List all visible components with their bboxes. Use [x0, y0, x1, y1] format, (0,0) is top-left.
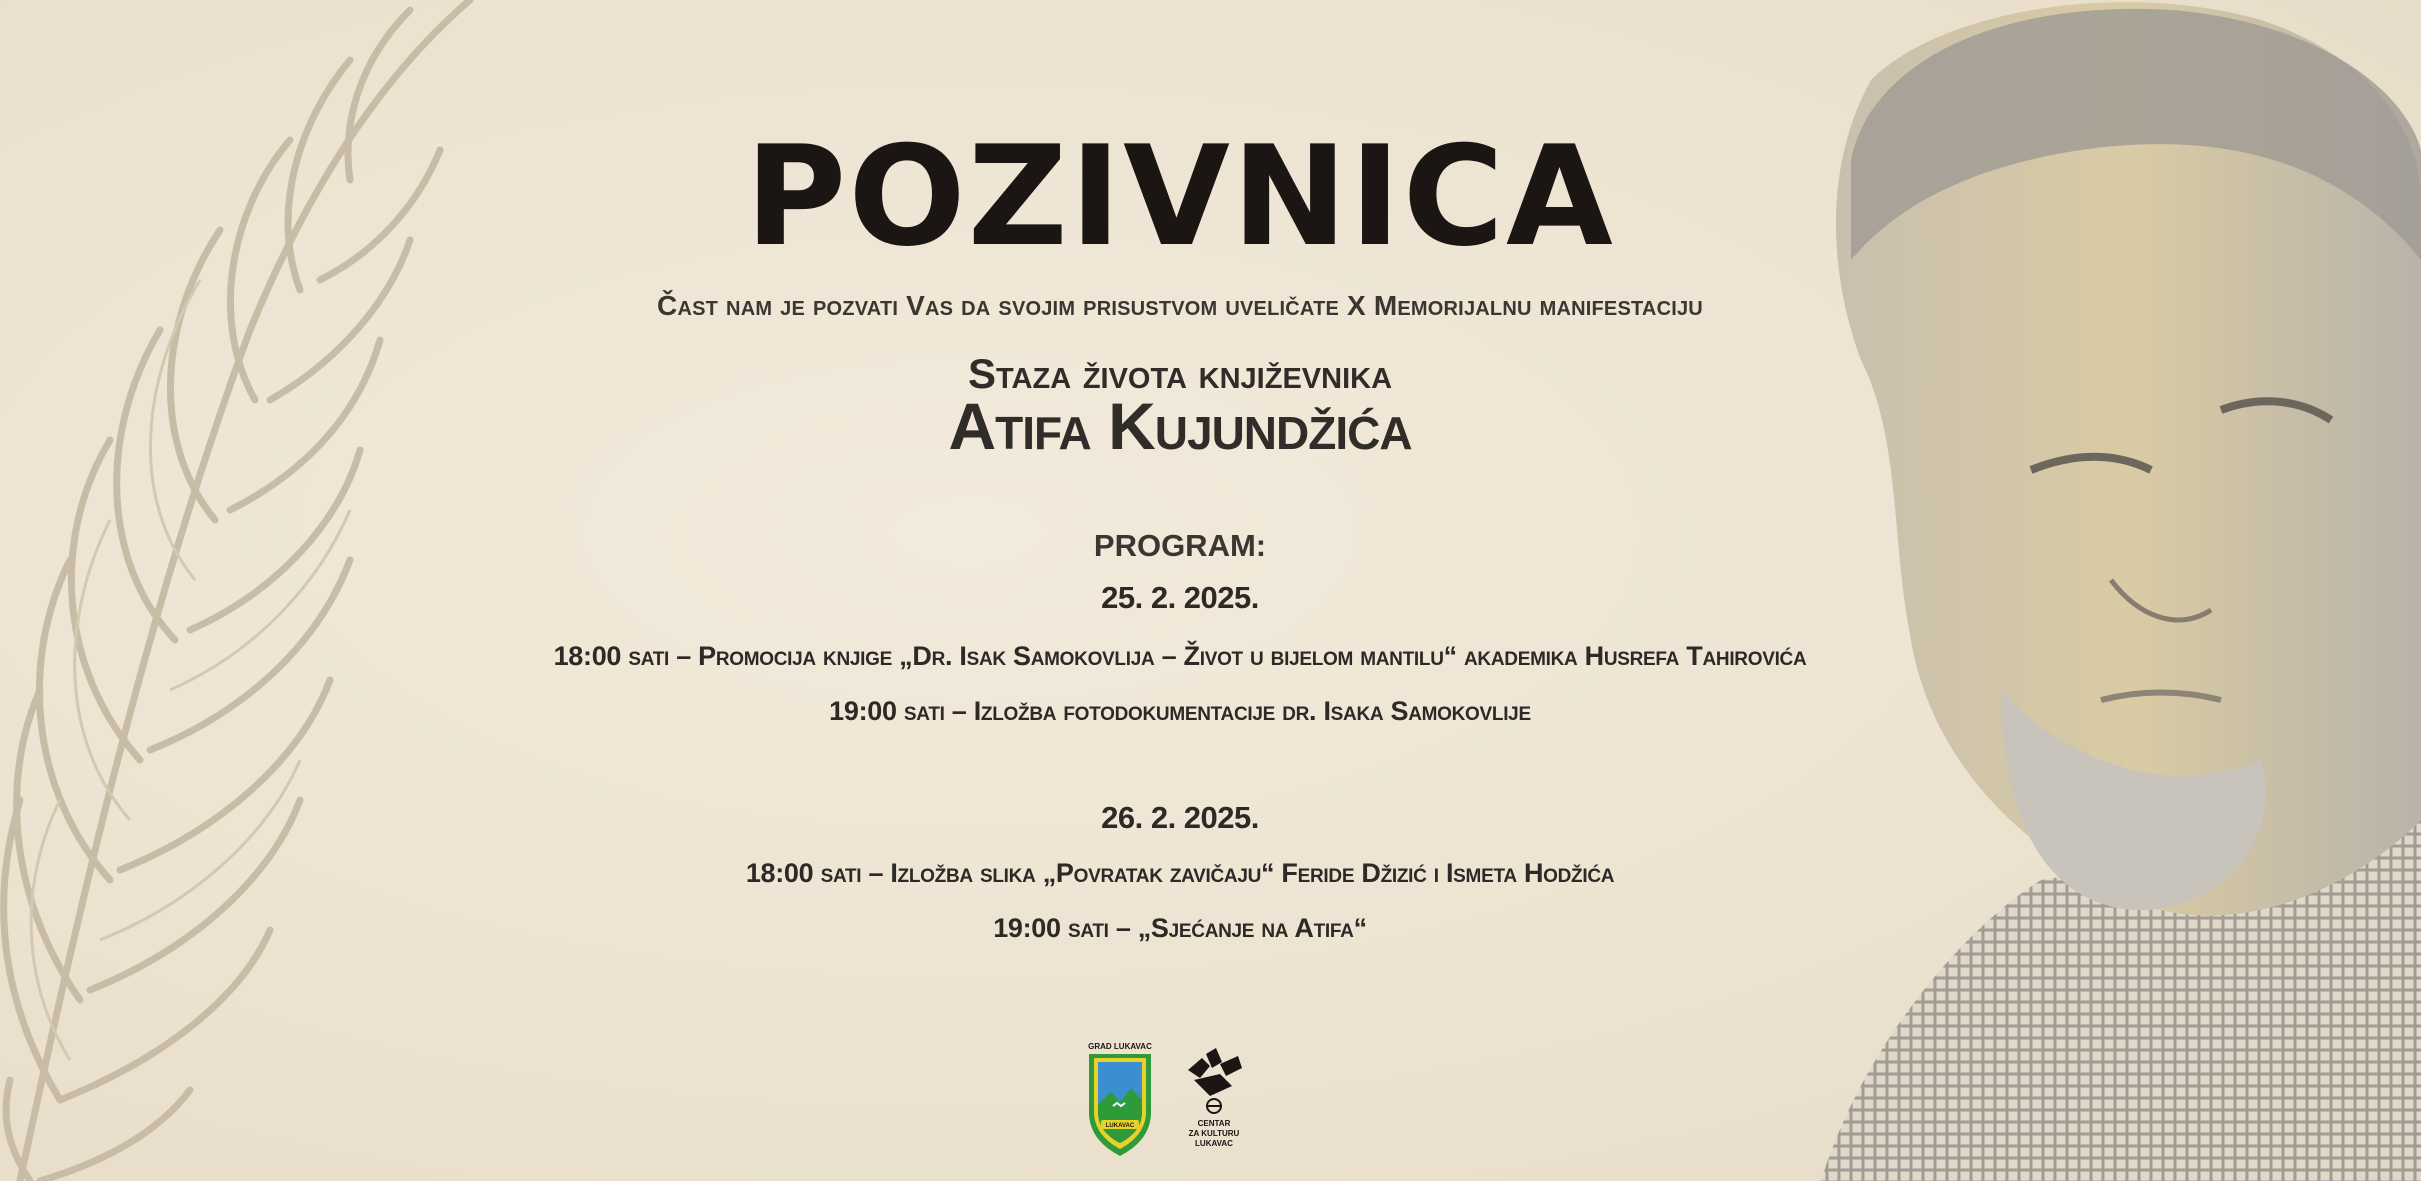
event-honoree: Atifa Kujundžića — [948, 389, 1412, 463]
program-label: PROGRAM: — [1093, 528, 1267, 563]
grad-lukavac-crest — [1088, 1042, 1152, 1156]
sponsor-logos — [1085, 1040, 1265, 1165]
program-event: 19:00 sati – Izložba fotodokumentacije dr. Isaka Samokovlije — [829, 696, 1531, 726]
crest-banner-text: LUKAVAC — [1105, 1123, 1135, 1129]
program-event: 18:00 sati – Promocija knjige „Dr. Isak Samokovlija – Život u bijelom mantilu“ akademika Husrefa Tahirovića — [553, 641, 1807, 671]
invitation-content — [380, 0, 1980, 1181]
grad-lukavac-label: GRAD LUKAVAC — [1088, 1042, 1152, 1051]
program-date: 25. 2. 2025. — [1101, 580, 1259, 615]
invitation-text: Čast nam je pozvati Vas da svojim prisustvom uveličate X Memorijalnu manifestaciju — [657, 290, 1703, 321]
centar-line-3: LUKAVAC — [1195, 1139, 1233, 1148]
program-event: 19:00 sati – „Sjećanje na Atifa“ — [993, 913, 1367, 943]
program-date: 26. 2. 2025. — [1101, 800, 1259, 835]
event-subtitle: Staza života književnika — [967, 350, 1393, 397]
centar-line-2: ZA KULTURU — [1188, 1129, 1240, 1138]
centar-line-1: CENTAR — [1197, 1119, 1231, 1128]
centar-za-kulturu-logo — [1188, 1048, 1242, 1148]
invitation-title: POZIVNICA — [745, 116, 1615, 277]
program-event: 18:00 sati – Izložba slika „Povratak zavičaju“ Feride Džizić i Ismeta Hodžića — [745, 858, 1615, 888]
